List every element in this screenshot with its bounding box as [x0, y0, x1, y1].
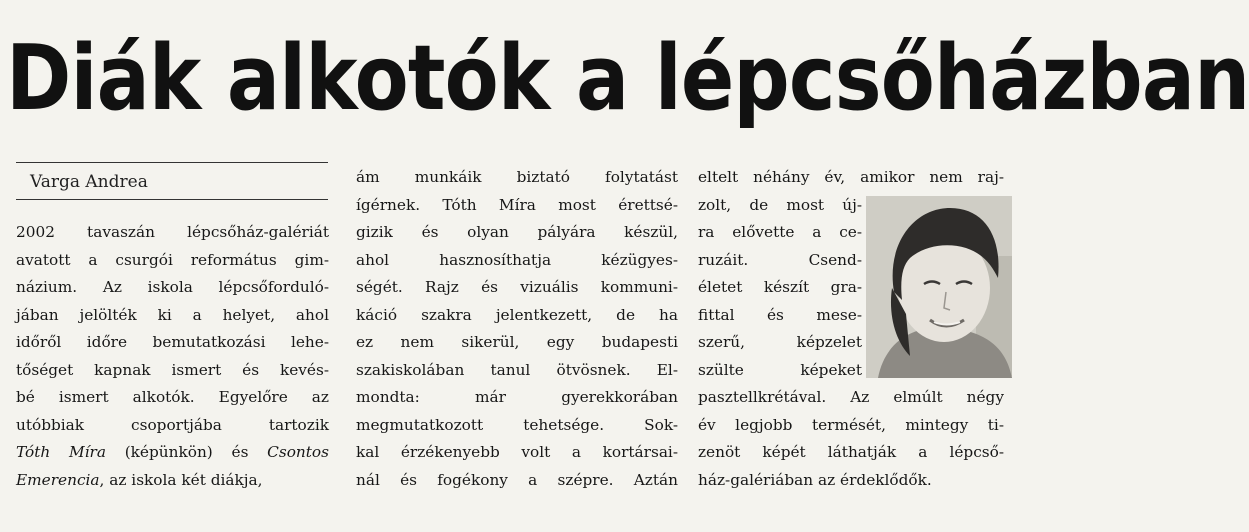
text-line: fittal és mese- [698, 305, 862, 324]
text-line: szülte képeket [698, 360, 862, 379]
portrait-illustration [866, 196, 1012, 378]
text-line: zenöt képét láthatják a lépcső- [698, 443, 1004, 461]
text-line: év legjobb termését, mintegy ti- [698, 415, 1004, 434]
byline-rule-bottom [16, 199, 328, 200]
text-line: pasztellkrétával. Az elmúlt négy [698, 388, 1004, 406]
text-line: jában jelölték ki a helyet, ahol [16, 305, 329, 324]
text-line [16, 467, 329, 495]
text-line: mondta: már gyerekkorában [356, 388, 678, 406]
text-line: ígérnek. Tóth Míra most érettsé- [356, 195, 678, 214]
text-line: nál és fogékony a szépre. Aztán [356, 470, 678, 489]
byline-rule-top [16, 162, 328, 163]
text-line: ház-galériában az érdeklődők. [698, 470, 932, 489]
text-line: ra elővette a ce- [698, 223, 862, 241]
text-line: kal érzékenyebb volt a kortársai- [356, 443, 678, 461]
text-line: utóbbiak csoportjába tartozik [16, 415, 329, 434]
text-fragment: (képünkön) és [105, 443, 268, 461]
headline: Diák alkotók a lépcsőházban [6, 26, 1249, 131]
text-line: szakiskolában tanul ötvösnek. El- [356, 360, 678, 379]
text-line: ruzáit. Csend- [698, 250, 862, 269]
byline: Varga Andrea [30, 172, 148, 192]
text-line: bé ismert alkotók. Egyelőre az [16, 388, 329, 406]
text-fragment: , az iskola két diákja, [99, 470, 263, 489]
name-csontos: Csontos [267, 443, 329, 461]
name-toth-mira: Tóth Míra [16, 443, 106, 461]
text-line: gizik és olyan pályára készül, [356, 223, 678, 241]
text-line: názium. Az iskola lépcsőforduló- [16, 278, 329, 296]
name-emerencia: Emerencia [16, 470, 100, 489]
text-line: ségét. Rajz és vizuális kommuni- [356, 278, 678, 296]
text-line: ám munkáik biztató folytatást [356, 168, 678, 186]
text-line: szerű, képzelet [698, 333, 862, 351]
text-line: életet készít gra- [698, 278, 862, 296]
text-line: időről időre bemutatkozási lehe- [16, 333, 329, 351]
text-line: ahol hasznosíthatja kézügyes- [356, 250, 678, 269]
text-line: zolt, de most új- [698, 195, 862, 214]
article-column-2 [356, 164, 678, 494]
article-column-1 [16, 219, 329, 494]
text-line [16, 439, 329, 467]
text-line: káció szakra jelentkezett, de ha [356, 305, 678, 324]
portrait-photo [866, 196, 1012, 378]
text-line: megmutatkozott tehetsége. Sok- [356, 415, 678, 434]
text-line: tőséget kapnak ismert és kevés- [16, 360, 329, 379]
text-line: 2002 tavaszán lépcsőház-galériát [16, 223, 329, 241]
text-line: eltelt néhány év, amikor nem raj- [698, 168, 1004, 186]
text-line: ez nem sikerül, egy budapesti [356, 333, 678, 351]
text-line: avatott a csurgói református gim- [16, 250, 329, 269]
